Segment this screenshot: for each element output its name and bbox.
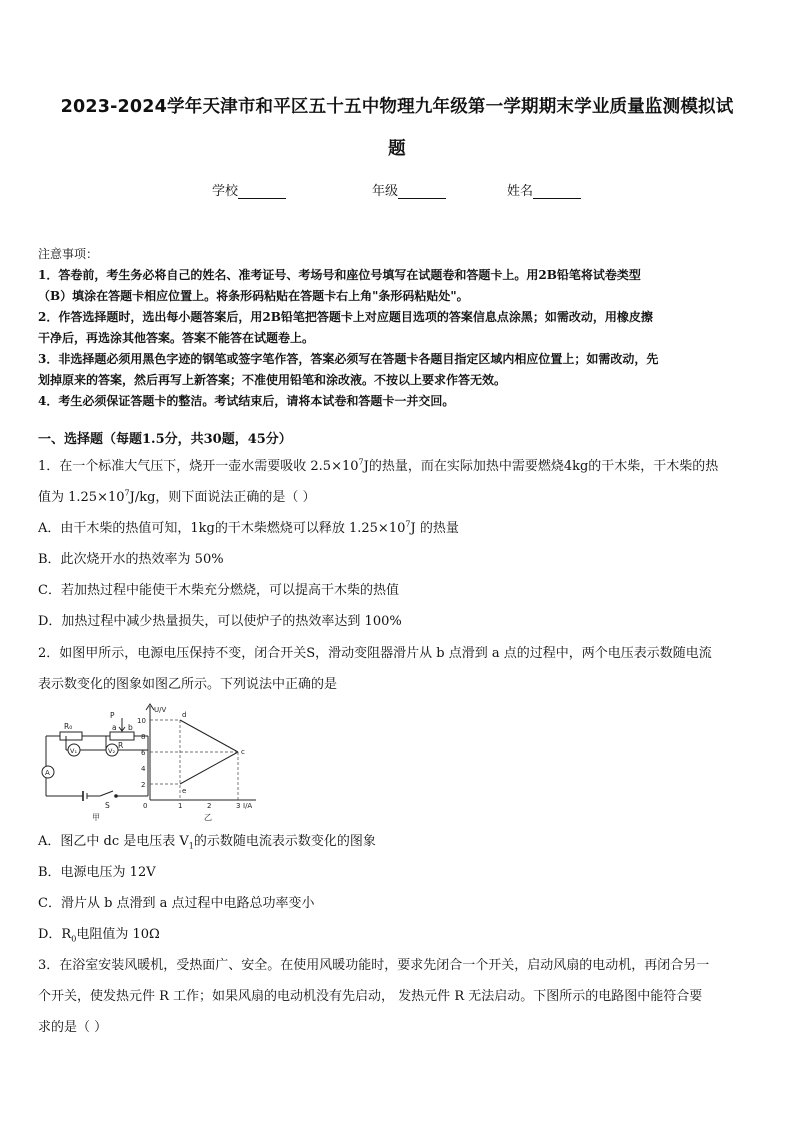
caption-yi: 乙 (204, 813, 212, 822)
q2-option-b[interactable]: B．电源电压为 12V (38, 865, 156, 880)
school-label: 学校 (212, 184, 239, 199)
ytick: 4 (141, 765, 146, 773)
title-line-1: 2023-2024学年天津市和平区五十五中物理九年级第一学期期末学业质量监测模拟试 (60, 97, 734, 117)
question-2-options (38, 826, 760, 950)
note-line: 划掉原来的答案，然后再写上新答案；不准使用铅笔和涂改液。不按以上要求作答无效。 (38, 373, 507, 387)
q1-option-b[interactable]: B．此次烧开水的热效率为 50% (38, 552, 224, 567)
question-3 (38, 950, 760, 1043)
label-r0: R₀ (64, 722, 73, 731)
q1-stem-line-1: 1．在一个标准大气压下，烧开一壶水需要吸收 $2.5\times 10^7J$的热量，而在实际加热中需要燃烧4kg的干木柴，干木柴的热 (38, 457, 719, 474)
q2-option-c[interactable]: C．滑片从 b 点滑到 a 点过程中电路总功率变小 (38, 896, 315, 911)
caption-jia: 甲 (92, 813, 100, 822)
grade-blank[interactable] (398, 184, 446, 199)
note-line: 2．作答选择题时，选出每小题答案后，用2B铅笔把答题卡上对应题目选项的答案信息点涂黑；如需改动，用橡皮擦 (38, 310, 653, 324)
q1-option-c[interactable]: C．若加热过程中能使干木柴充分燃烧，可以提高干木柴的热值 (38, 583, 399, 598)
q3-stem-line-2: 个开关，使发热元件 R 工作；如果风扇的电动机没有先启动， 发热元件 R 无法启动。下图所示的电路图中能符合要 (38, 989, 703, 1004)
ytick: 10 (137, 717, 146, 725)
line-dc (180, 720, 238, 752)
q2-option-a[interactable]: A．图乙中 dc 是电压表 $V_1$的示数随电流表示数变化的图象 (38, 834, 376, 851)
q1-option-a[interactable]: A．由干木柴的热值可知，1kg的干木柴燃烧可以释放 $1.25\times 10^7J$ 的热量 (38, 519, 459, 536)
point-c: c (241, 748, 245, 756)
q2-stem-line-2: 表示数变化的图象如图乙所示。下列说法中正确的是 (38, 677, 338, 692)
graph-ylabel: U/V (154, 706, 167, 714)
name-field[interactable] (507, 180, 581, 199)
label-ammeter: A (45, 769, 50, 777)
school-field[interactable] (212, 180, 286, 199)
xtick: 1 (178, 802, 183, 810)
ytick: 2 (141, 781, 146, 789)
name-blank[interactable] (533, 184, 581, 199)
label-a: a (112, 723, 117, 732)
label-s: S (105, 801, 110, 810)
label-v2: V₂ (108, 747, 116, 755)
graph-u-i (137, 704, 256, 822)
question-2-figures (38, 700, 278, 822)
note-line: 3．非选择题必须用黑色字迹的钢笔或签字笔作答，答案必须写在答题卡各题目指定区域内相应位置上；如需改动，先 (38, 352, 659, 366)
label-r: R (118, 741, 124, 750)
label-v1: V₁ (70, 747, 78, 755)
title-line-2: 题 (388, 139, 406, 159)
q1-option-d[interactable]: D．加热过程中减少热量损失，可以使炉子的热效率达到 100% (38, 614, 402, 629)
resistor-r0 (60, 732, 82, 740)
q2-stem-line-1: 2．如图甲所示，电源电压保持不变，闭合开关S，滑动变阻器滑片从 b 点滑到 a 点的过程中，两个电压表示数随电流 (38, 646, 712, 661)
xtick: 2 (207, 802, 212, 810)
exam-notes (38, 244, 758, 412)
q3-stem-line-1: 3．在浴室安装风暖机，受热面广、安全。在使用风暖功能时，要求先闭合一个开关，启动风扇的电动机，再闭合另一 (38, 958, 710, 973)
q1-stem-line-2: 值为 $1.25\times 10^7J/kg$，则下面说法正确的是（ ） (38, 488, 316, 505)
name-label: 姓名 (507, 184, 534, 199)
point-e: e (182, 787, 187, 795)
q3-stem-line-3: 求的是（ ） (38, 1020, 108, 1035)
section-heading: 一、选择题（每题1.5分，共30题，45分） (38, 432, 292, 447)
line-ec (180, 752, 238, 784)
ytick: 8 (141, 733, 146, 741)
note-line: 4．考生必须保证答题卡的整洁。考试结束后，请将本试卷和答题卡一并交回。 (38, 394, 455, 408)
grade-label: 年级 (372, 184, 399, 199)
graph-xlabel: I/A (243, 802, 253, 810)
grade-field[interactable] (372, 180, 446, 199)
point-d: d (182, 711, 187, 719)
xtick: 0 (143, 802, 148, 810)
exam-title (40, 86, 754, 170)
note-line: 1．答卷前，考生务必将自己的姓名、准考证号、考场号和座位号填写在试题卷和答题卡上。用2B铅笔将试卷类型 (38, 268, 641, 282)
xtick: 3 (236, 802, 241, 810)
question-1 (38, 451, 760, 637)
label-p: P (110, 711, 115, 720)
rheostat-r (110, 732, 134, 740)
figure-svg (38, 700, 278, 822)
note-line: 干净后，再选涂其他答案。答案不能答在试题卷上。 (38, 331, 315, 345)
ytick: 6 (141, 749, 146, 757)
question-2-stem (38, 638, 760, 700)
q2-option-d[interactable]: D．$R_0$电阻值为 10Ω (38, 927, 160, 944)
note-line: （B）填涂在答题卡相应位置上。将条形码粘贴在答题卡右上角"条形码粘贴处"。 (38, 289, 469, 303)
label-b: b (128, 723, 133, 732)
notes-heading: 注意事项： (38, 247, 99, 261)
school-blank[interactable] (238, 184, 286, 199)
